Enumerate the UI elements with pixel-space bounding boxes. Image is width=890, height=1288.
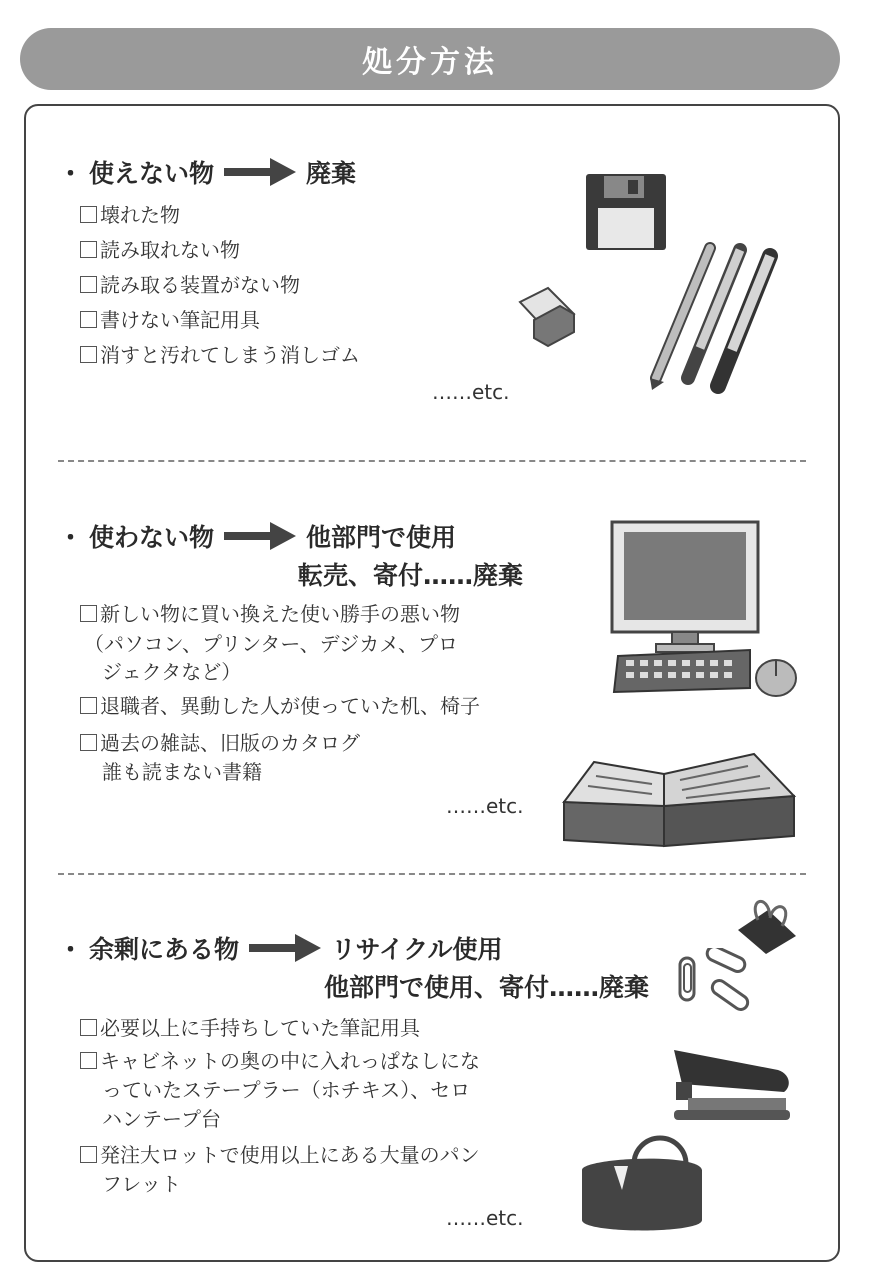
- checklist-item: 必要以上に手持ちしていた筆記用具: [80, 1012, 420, 1044]
- checklist-item-continuation: ハンテープ台: [102, 1107, 221, 1131]
- section-3-dest-line2: 他部門で使用、寄付……廃棄: [324, 973, 650, 1002]
- checklist-item: 読み取れない物: [80, 234, 240, 266]
- binder-clip-icon: [734, 896, 800, 956]
- checklist-item: キャビネットの奥の中に入れっぱなしにな: [80, 1045, 480, 1077]
- checkbox-icon: [80, 734, 97, 751]
- book-icon: [560, 750, 800, 850]
- checkbox-icon: [80, 311, 97, 328]
- tape-dispenser-icon: [578, 1130, 708, 1240]
- checkbox-icon: [80, 241, 97, 258]
- section-2-heading: ・ 使わない物 他部門で使用: [58, 518, 456, 554]
- checklist-item-continuation: っていたステープラー（ホチキス）、セロ: [102, 1078, 471, 1102]
- checkbox-icon: [80, 206, 97, 223]
- checklist-item-continuation: 誰も読まない書籍: [102, 760, 262, 784]
- checklist-item: 新しい物に買い換えた使い勝手の悪い物: [80, 598, 460, 630]
- checklist-item: 壊れた物: [80, 199, 180, 231]
- eraser-icon: [512, 280, 582, 350]
- checkbox-icon: [80, 346, 97, 363]
- section-1-dest: 廃棄: [306, 159, 357, 188]
- pens-icon: [640, 238, 780, 398]
- section-divider: [58, 460, 806, 462]
- checklist-item: 退職者、異動した人が使っていた机、椅子: [80, 690, 480, 722]
- section-2-dest: 他部門で使用: [306, 523, 457, 552]
- section-3-title: 余剰にある物: [89, 935, 240, 964]
- checkbox-icon: [80, 1052, 97, 1069]
- checklist-item-continuation: ジェクタなど）: [102, 660, 242, 684]
- checkbox-icon: [80, 276, 97, 293]
- checklist-item: 読み取る装置がない物: [80, 269, 300, 301]
- section-2-title: 使わない物: [89, 523, 215, 552]
- section-3-dest: リサイクル使用: [331, 935, 503, 964]
- checklist-item: 書けない筆記用具: [80, 304, 260, 336]
- checkbox-icon: [80, 605, 97, 622]
- arrow-right-icon: [249, 934, 321, 962]
- checkbox-icon: [80, 697, 97, 714]
- etc-text: ……etc.: [432, 380, 510, 404]
- checklist-item-continuation: （パソコン、プリンター、デジカメ、プロ: [84, 632, 458, 656]
- arrow-right-icon: [224, 522, 296, 550]
- stapler-icon: [668, 1040, 798, 1126]
- section-1-title: 使えない物: [89, 159, 215, 188]
- title-banner: [20, 28, 840, 90]
- page-title: 処分方法: [362, 45, 498, 80]
- checklist-item: 消すと汚れてしまう消しゴム: [80, 339, 360, 371]
- section-divider: [58, 873, 806, 875]
- checklist-item: 過去の雑誌、旧版のカタログ: [80, 727, 360, 759]
- computer-icon: [604, 520, 800, 700]
- checklist-item: 発注大ロットで使用以上にある大量のパン: [80, 1139, 480, 1171]
- section-1-heading: ・ 使えない物 廃棄: [58, 154, 356, 190]
- checkbox-icon: [80, 1019, 97, 1036]
- checklist-item-continuation: フレット: [102, 1172, 181, 1196]
- etc-text: ……etc.: [446, 1206, 524, 1230]
- paper-clips-icon: [676, 948, 760, 1028]
- arrow-right-icon: [224, 158, 296, 186]
- section-3-heading: ・ 余剰にある物 リサイクル使用: [58, 930, 503, 966]
- section-2-dest-line2: 転売、寄付……廃棄: [298, 561, 524, 590]
- checkbox-icon: [80, 1146, 97, 1163]
- etc-text: ……etc.: [446, 794, 524, 818]
